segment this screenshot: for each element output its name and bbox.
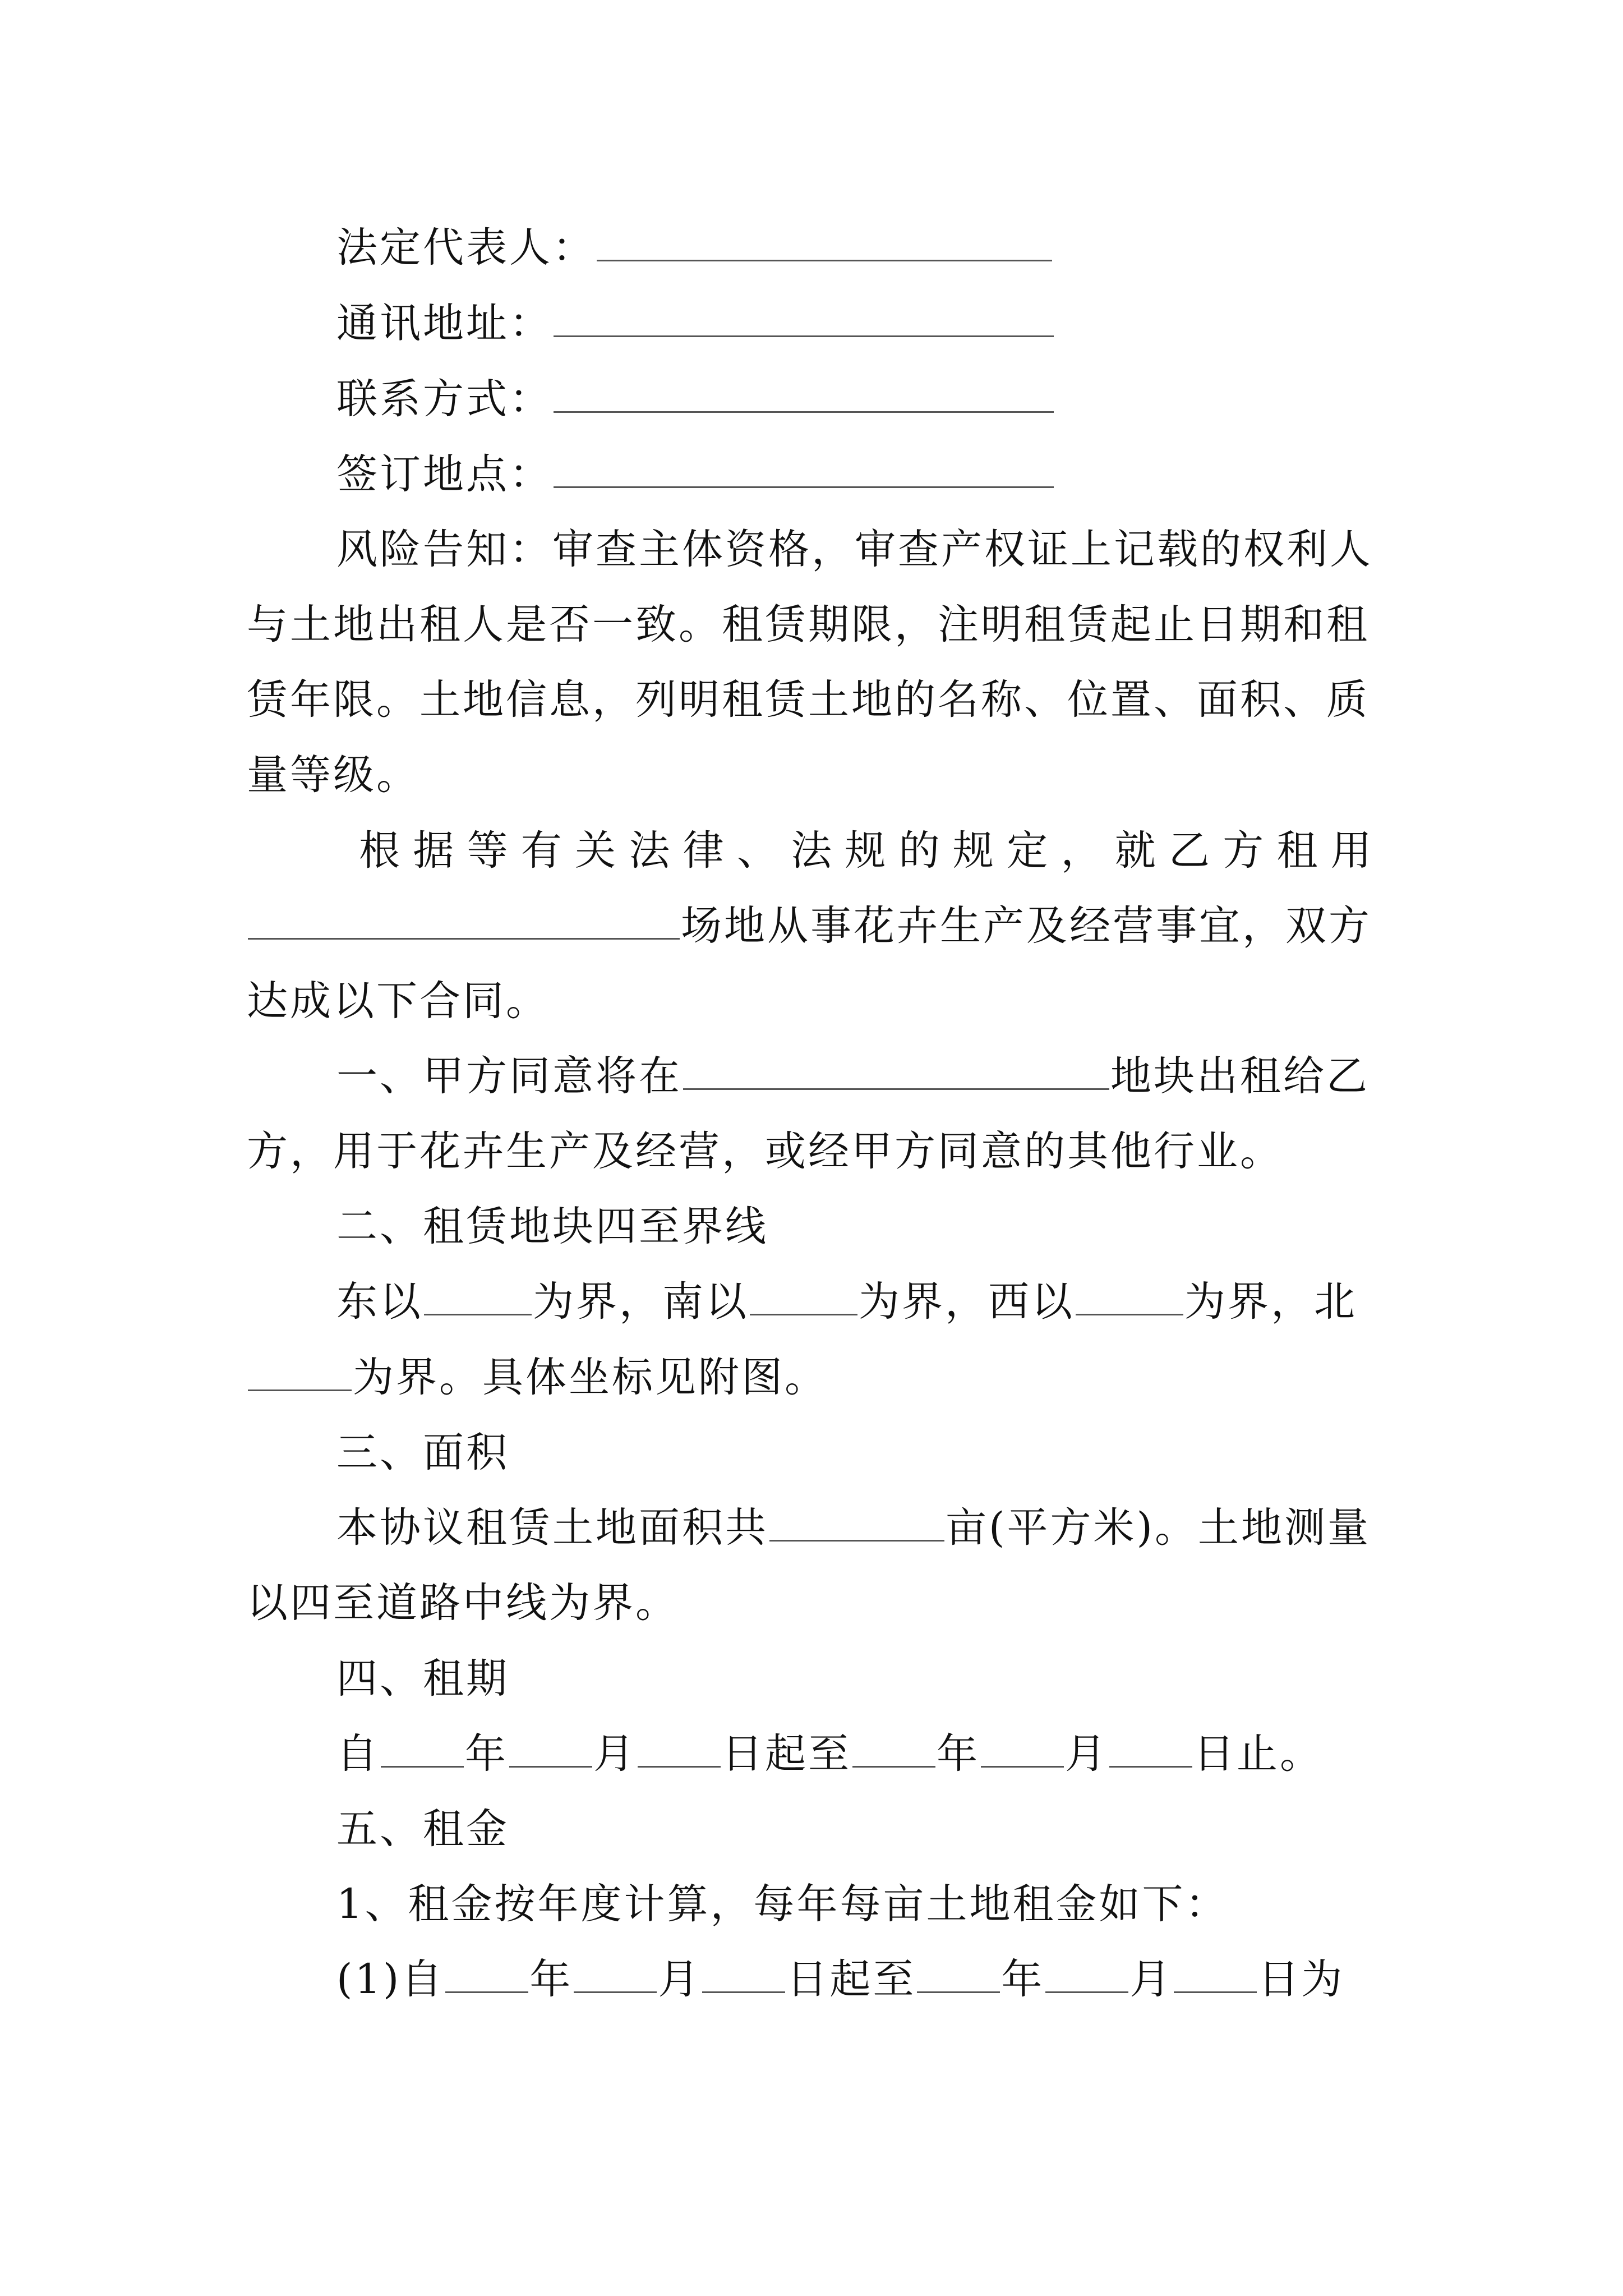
preamble-char: 、 (736, 827, 780, 875)
address-blank (554, 301, 1054, 337)
south-boundary-blank (750, 1279, 857, 1315)
preamble-char: 的 (898, 827, 942, 875)
preamble-line-1 (359, 823, 1374, 879)
rent-start-month-blank (574, 1957, 657, 1993)
section5-item-1: 1、租金按年度计算，每年每亩土地租金如下： (336, 1880, 1229, 1928)
preamble-char: 根 (359, 827, 402, 875)
preamble-char: 关 (575, 827, 619, 875)
contact-blank (554, 376, 1054, 413)
preamble-char: 乙 (1168, 827, 1212, 875)
section3-text-a: 本协议租赁土地面积共 (336, 1504, 768, 1552)
south-label: 为界，南以 (533, 1278, 749, 1326)
preamble-char: 方 (1223, 827, 1266, 875)
term-end-day-blank (1109, 1731, 1192, 1768)
term-end-month-blank (981, 1731, 1064, 1768)
rent-end-day-blank (1174, 1957, 1257, 1993)
north-label: 为界，北 (1184, 1278, 1357, 1326)
address-label: 通讯地址： (336, 300, 552, 347)
section2-line-2 (247, 1350, 828, 1406)
preamble-char: ， (1061, 827, 1104, 875)
legal-rep-label: 法定代表人： (336, 224, 596, 272)
term-start-year-blank (381, 1731, 464, 1768)
signing-place-label: 签订地点： (336, 450, 552, 498)
day-end-label: 日为 (1258, 1955, 1345, 2003)
east-label: 东以 (336, 1278, 423, 1326)
month-label: 月 (593, 1730, 637, 1778)
preamble-char: 用 (1330, 827, 1374, 875)
section3-text-b: 亩(平方米)。土地测量 (946, 1504, 1371, 1552)
preamble-char: 就 (1114, 827, 1158, 875)
preamble-char: 法 (629, 827, 672, 875)
preamble-char: 等 (467, 827, 510, 875)
east-boundary-blank (424, 1279, 532, 1315)
day-from-label: 日起至 (722, 1730, 851, 1778)
risk-notice-line-4: 量等级。 (247, 751, 419, 799)
site-name-blank (248, 903, 680, 940)
section1-line-2: 方，用于花卉生产及经营，或经甲方同意的其他行业。 (247, 1128, 1283, 1175)
section1-text-b: 地块出租给乙 (1110, 1052, 1370, 1100)
west-boundary-blank (1076, 1279, 1183, 1315)
section4-heading: 四、租期 (336, 1655, 509, 1703)
term-from-label: 自 (336, 1730, 380, 1778)
area-blank (769, 1505, 944, 1542)
preamble-char: 规 (845, 827, 888, 875)
rent-end-year-blank (917, 1957, 1000, 1993)
day-end-label: 日止。 (1193, 1730, 1323, 1778)
signing-place-blank (554, 452, 1054, 488)
month-label: 月 (658, 1955, 702, 2003)
preamble-line-3: 达成以下合同。 (247, 977, 549, 1025)
term-end-year-blank (852, 1731, 935, 1768)
signing-place-line (336, 447, 1055, 503)
term-start-day-blank (638, 1731, 721, 1768)
year-label: 年 (529, 1955, 573, 2003)
year-label: 年 (937, 1730, 980, 1778)
month-label: 月 (1129, 1955, 1173, 2003)
year-label: 年 (465, 1730, 508, 1778)
section2-line-1 (336, 1274, 1357, 1330)
risk-notice-line-2: 与土地出租人是否一致。租赁期限，注明租赁起止日期和租 (247, 601, 1370, 648)
section3-heading: 三、面积 (336, 1429, 509, 1476)
preamble-line-2 (247, 898, 1372, 954)
preamble-char: 有 (520, 827, 564, 875)
legal-rep-blank (597, 225, 1052, 261)
section5-sub-item-1 (336, 1952, 1344, 2008)
contact-label: 联系方式： (336, 375, 552, 423)
section3-line-1 (336, 1500, 1371, 1556)
address-line (336, 296, 1055, 352)
preamble-char: 律 (683, 827, 726, 875)
preamble-char: 法 (791, 827, 834, 875)
section2-end-text: 为界。具体坐标见附图。 (353, 1354, 828, 1401)
section3-line-2: 以四至道路中线为界。 (247, 1579, 679, 1627)
preamble-char: 规 (952, 827, 996, 875)
preamble-char: 租 (1276, 827, 1320, 875)
north-boundary-blank (248, 1355, 352, 1391)
term-start-month-blank (509, 1731, 592, 1768)
section2-heading: 二、租赁地块四至界线 (336, 1203, 768, 1250)
preamble-char: 据 (413, 827, 457, 875)
section1-line-1 (336, 1048, 1370, 1105)
section4-term-line (336, 1726, 1323, 1782)
section5-heading: 五、租金 (336, 1805, 509, 1853)
sub-item-prefix: (1)自 (336, 1955, 445, 2003)
rent-start-day-blank (702, 1957, 785, 1993)
preamble-line-2-text: 场地从事花卉生产及经营事宜，双方 (681, 902, 1372, 950)
month-label: 月 (1065, 1730, 1108, 1778)
rent-start-year-blank (445, 1957, 528, 1993)
contact-line (336, 371, 1055, 427)
plot-location-blank (683, 1053, 1109, 1090)
rent-end-month-blank (1045, 1957, 1128, 1993)
west-label: 为界，西以 (859, 1278, 1075, 1326)
risk-notice-line-3: 赁年限。土地信息，列明租赁土地的名称、位置、面积、质 (247, 676, 1370, 724)
preamble-char: 定 (1007, 827, 1050, 875)
risk-notice-line-1: 风险告知：审查主体资格，审查产权证上记载的权利人 (336, 526, 1373, 573)
legal-rep-line (336, 220, 1053, 276)
year-label: 年 (1001, 1955, 1045, 2003)
preamble-justified-text (359, 823, 1374, 879)
section1-text-a: 一、甲方同意将在 (336, 1052, 682, 1100)
day-from-label: 日起至 (786, 1955, 916, 2003)
